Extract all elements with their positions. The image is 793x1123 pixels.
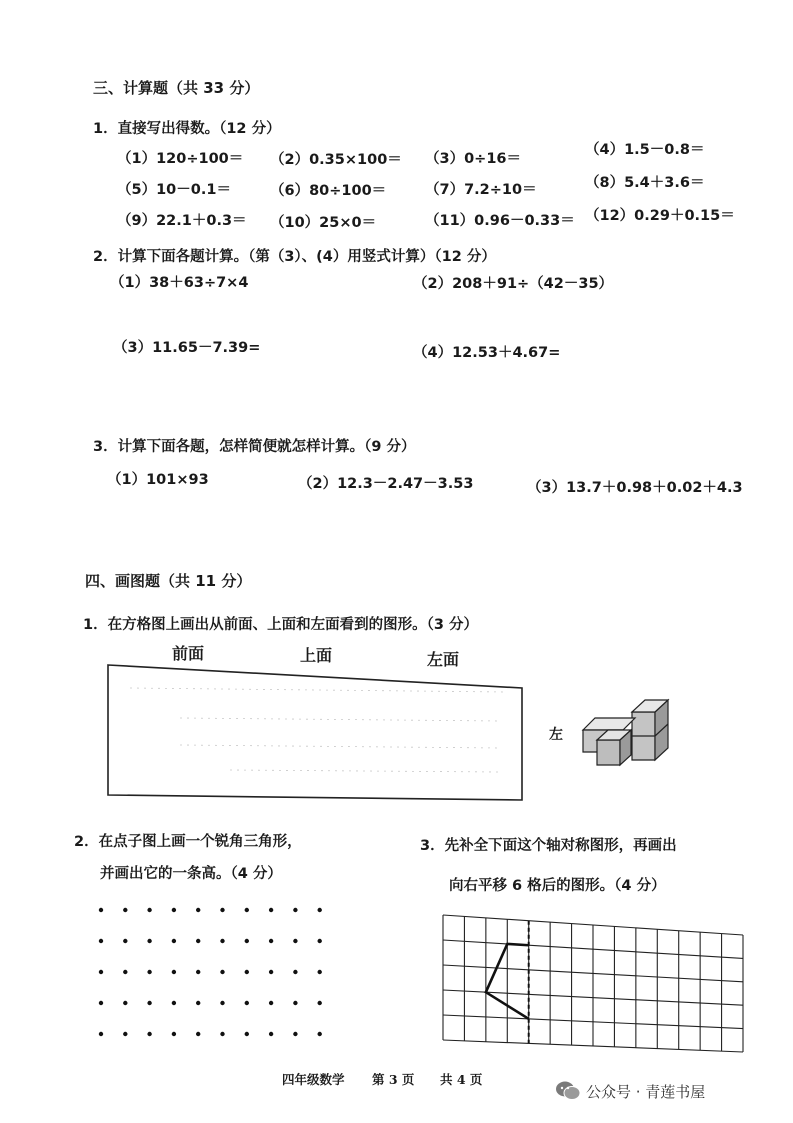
section-4-title: 四、画图题（共 11 分） xyxy=(85,572,252,590)
side-label: 左 xyxy=(549,727,563,743)
calc-item: （5）10－0.1＝ xyxy=(117,182,231,198)
calc-item: （1）120÷100＝ xyxy=(117,151,244,167)
calc-item: （10）25×0＝ xyxy=(270,215,377,231)
draw-q1-prompt: 1．在方格图上画出从前面、上面和左面看到的图形。（3 分） xyxy=(83,617,478,633)
draw-q3-prompt-line1: 3．先补全下面这个轴对称图形，再画出 xyxy=(420,838,677,854)
calc-item: （2）12.3－2.47－3.53 xyxy=(298,476,474,492)
calc-item: （3）0÷16＝ xyxy=(425,151,522,167)
draw-q3-prompt-line2: 向右平移 6 格后的图形。（4 分） xyxy=(449,878,666,894)
view-label-left: 左面 xyxy=(427,650,460,669)
calc-item: （6）80÷100＝ xyxy=(270,183,387,199)
wechat-icon xyxy=(555,1080,581,1102)
calc-item: （3）11.65－7.39= xyxy=(113,340,261,356)
calc-item: （2）208＋91÷（42－35） xyxy=(413,276,614,292)
calc-item: （1）101×93 xyxy=(107,472,209,488)
q3-prompt: 3．计算下面各题，怎样简便就怎样计算。（9 分） xyxy=(93,439,416,455)
draw-q2-prompt-line2: 并画出它的一条高。（4 分） xyxy=(100,866,282,882)
calc-item: （4）12.53＋4.67= xyxy=(413,345,561,361)
calc-item: （3）13.7＋0.98＋0.02＋4.3 xyxy=(527,480,743,496)
q1-prompt: 1．直接写出得数。（12 分） xyxy=(93,121,281,137)
calc-item: （2）0.35×100＝ xyxy=(270,152,402,168)
watermark: 公众号 · 青莲书屋 xyxy=(586,1083,706,1101)
footer-total: 共 4 页 xyxy=(440,1072,483,1087)
calc-item: （8）5.4＋3.6＝ xyxy=(585,175,705,191)
calc-item: （4）1.5－0.8＝ xyxy=(585,142,705,158)
q2-prompt: 2．计算下面各题计算。（第（3）、(4）用竖式计算）（12 分） xyxy=(93,249,496,265)
footer-page: 第 3 页 xyxy=(372,1072,415,1087)
calc-item: （7）7.2÷10＝ xyxy=(425,182,537,198)
footer-subject: 四年级数学 xyxy=(282,1072,345,1087)
calc-item: （11）0.96－0.33＝ xyxy=(425,213,575,229)
draw-q2-prompt-line1: 2．在点子图上画一个锐角三角形， xyxy=(74,834,302,850)
calc-item: （12）0.29＋0.15＝ xyxy=(585,208,735,224)
view-label-top: 上面 xyxy=(300,646,333,665)
calc-item: （1）38＋63÷7×4 xyxy=(110,275,249,291)
section-3-title: 三、计算题（共 33 分） xyxy=(93,79,260,97)
view-label-front: 前面 xyxy=(172,644,205,663)
calc-item: （9）22.1＋0.3＝ xyxy=(117,213,247,229)
